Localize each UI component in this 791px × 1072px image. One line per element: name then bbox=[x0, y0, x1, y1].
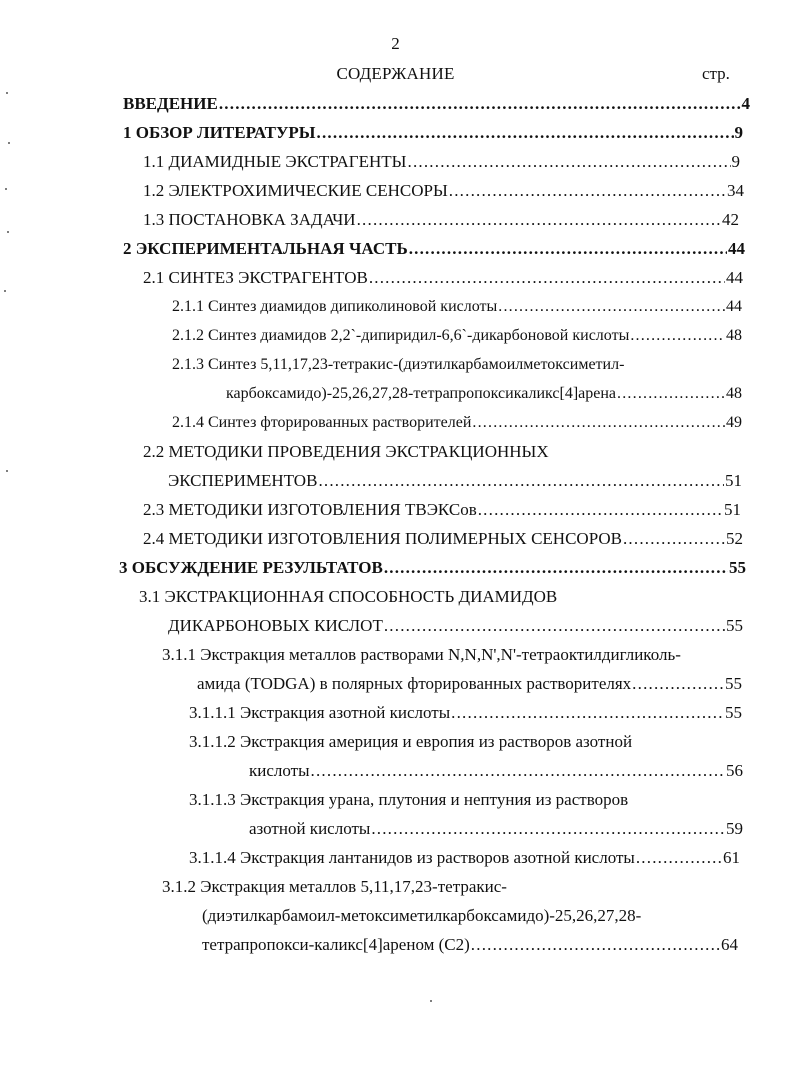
toc-entry-title: 2 ЭКСПЕРИМЕНТАЛЬНАЯ ЧАСТЬ bbox=[123, 239, 408, 258]
toc-entry-2-1-3[interactable] bbox=[226, 380, 742, 408]
page-column-label: стр. bbox=[702, 64, 730, 83]
toc-leader bbox=[617, 380, 725, 408]
toc-entry-page: 56 bbox=[726, 761, 743, 780]
toc-leader bbox=[632, 670, 724, 698]
toc-leader bbox=[371, 815, 725, 843]
toc-entry-2-1-3-title[interactable]: 2.1.3 Синтез 5,11,17,23-тетракис-(диэтилкарбамоилметоксиметил- bbox=[172, 356, 625, 373]
toc-leader bbox=[636, 844, 722, 872]
toc-entry-title-continuation: ЭКСПЕРИМЕНТОВ bbox=[168, 471, 318, 490]
toc-entry-page: 55 bbox=[726, 616, 743, 635]
toc-entry-title: 3.1.1.1 Экстракция азотной кислоты bbox=[189, 703, 451, 722]
toc-entry-title: 1.3 ПОСТАНОВКА ЗАДАЧИ bbox=[143, 210, 356, 229]
scan-speck bbox=[8, 142, 10, 144]
toc-entry-introduction[interactable] bbox=[123, 90, 750, 118]
toc-entry-title-continuation: амида (TODGA) в полярных фторированных растворителях bbox=[197, 674, 632, 693]
toc-entry-title-continuation: ДИКАРБОНОВЫХ КИСЛОТ bbox=[168, 616, 383, 635]
toc-entry-page: 55 bbox=[725, 674, 742, 693]
toc-entry-2-1-1[interactable] bbox=[172, 293, 742, 321]
toc-entry-page: 59 bbox=[726, 819, 743, 838]
toc-entry-chapter-3[interactable] bbox=[119, 554, 746, 582]
toc-entry-page: 64 bbox=[721, 935, 738, 954]
toc-entry-3-1-1-3[interactable] bbox=[249, 815, 743, 843]
toc-entry-page: 55 bbox=[725, 703, 742, 722]
page-number: 2 bbox=[391, 34, 400, 53]
toc-entry-title: 3.1.1.4 Экстракция лантанидов из растворов азотной кислоты bbox=[189, 848, 635, 867]
toc-entry-page: 49 bbox=[726, 414, 742, 431]
toc-entry-2-2-title[interactable]: 2.2 МЕТОДИКИ ПРОВЕДЕНИЯ ЭКСТРАКЦИОННЫХ bbox=[143, 442, 549, 461]
scan-speck bbox=[4, 290, 6, 292]
toc-leader bbox=[409, 235, 727, 263]
toc-entry-3-1-1-title[interactable]: 3.1.1 Экстракция металлов растворами N,N,N',N'-тетраоктилдигликоль- bbox=[162, 645, 681, 664]
toc-entry-title: 1 ОБЗОР ЛИТЕРАТУРЫ bbox=[123, 123, 316, 142]
toc-leader bbox=[311, 757, 725, 785]
toc-leader bbox=[318, 467, 724, 495]
toc-entry-3-1-1-3-title[interactable]: 3.1.1.3 Экстракция урана, плутония и нептуния из растворов bbox=[189, 790, 629, 809]
toc-entry-title: 2.4 МЕТОДИКИ ИЗГОТОВЛЕНИЯ ПОЛИМЕРНЫХ СЕНСОРОВ bbox=[143, 529, 622, 548]
toc-entry-3-1-title[interactable]: 3.1 ЭКСТРАКЦИОННАЯ СПОСОБНОСТЬ ДИАМИДОВ bbox=[139, 587, 558, 606]
toc-entry-3-1-2-title[interactable]: 3.1.2 Экстракция металлов 5,11,17,23-тетракис- bbox=[162, 877, 507, 896]
toc-entry-title: 2.1 СИНТЕЗ ЭКСТРАГЕНТОВ bbox=[143, 268, 368, 287]
scan-speck bbox=[6, 92, 8, 94]
toc-entry-page: 42 bbox=[722, 210, 739, 229]
toc-entry-2-4[interactable] bbox=[143, 525, 743, 553]
toc-entry-title: ВВЕДЕНИЕ bbox=[123, 94, 218, 113]
toc-leader bbox=[317, 119, 734, 147]
toc-leader bbox=[630, 322, 725, 350]
toc-entry-title-continuation: тетрапропокси-каликс[4]ареном (С2) bbox=[202, 935, 470, 954]
toc-entry-page: 34 bbox=[727, 181, 744, 200]
toc-entry-2-1-2[interactable] bbox=[172, 322, 742, 350]
toc-entry-title-continuation: карбоксамидо)-25,26,27,28-тетрапропоксикаликс[4]арена bbox=[226, 385, 617, 402]
toc-leader bbox=[471, 931, 720, 959]
toc-leader bbox=[384, 612, 725, 640]
toc-entry-page: 51 bbox=[725, 471, 742, 490]
toc-entry-3-1-1-1[interactable] bbox=[189, 699, 742, 727]
toc-entry-page: 44 bbox=[726, 268, 743, 287]
toc-leader bbox=[472, 409, 725, 437]
toc-entry-2-1[interactable] bbox=[143, 264, 743, 292]
scan-speck bbox=[430, 1000, 432, 1002]
toc-leader bbox=[408, 148, 731, 176]
toc-entry-title-continuation: азотной кислоты bbox=[249, 819, 371, 838]
toc-entry-title: 3 ОБСУЖДЕНИЕ РЕЗУЛЬТАТОВ bbox=[119, 558, 383, 577]
scan-speck bbox=[6, 470, 8, 472]
toc-entry-title: 2.1.4 Синтез фторированных растворителей bbox=[172, 414, 472, 431]
toc-entry-title: 2.1.2 Синтез диамидов 2,2`-дипиридил-6,6`-дикарбоновой кислоты bbox=[172, 327, 630, 344]
toc-entry-3-1-2-title-continuation[interactable]: (диэтилкарбамоил-метоксиметилкарбоксамидо)-25,26,27,28- bbox=[202, 906, 642, 925]
toc-leader bbox=[498, 293, 725, 321]
toc-entry-title: 1.2 ЭЛЕКТРОХИМИЧЕСКИЕ СЕНСОРЫ bbox=[143, 181, 448, 200]
toc-entry-page: 4 bbox=[741, 94, 750, 113]
toc-entry-page: 48 bbox=[726, 385, 742, 402]
toc-leader bbox=[384, 554, 728, 582]
toc-entry-page: 61 bbox=[723, 848, 740, 867]
toc-entry-chapter-2[interactable] bbox=[123, 235, 745, 263]
toc-entry-page: 9 bbox=[734, 123, 743, 142]
toc-entry-chapter-1[interactable] bbox=[123, 119, 743, 147]
toc-entry-2-2[interactable] bbox=[168, 467, 742, 495]
toc-heading: СОДЕРЖАНИЕ bbox=[336, 64, 455, 83]
toc-entry-page: 55 bbox=[729, 558, 746, 577]
toc-entry-page: 9 bbox=[731, 152, 740, 171]
toc-leader bbox=[478, 496, 723, 524]
toc-entry-3-1-2[interactable] bbox=[202, 931, 738, 959]
toc-entry-title: 2.3 МЕТОДИКИ ИЗГОТОВЛЕНИЯ ТВЭКСов bbox=[143, 500, 477, 519]
toc-leader bbox=[369, 264, 725, 292]
toc-entry-3-1-1[interactable] bbox=[197, 670, 742, 698]
toc-entry-2-3[interactable] bbox=[143, 496, 741, 524]
toc-entry-page: 52 bbox=[726, 529, 743, 548]
toc-leader bbox=[451, 699, 724, 727]
toc-entry-title-continuation: кислоты bbox=[249, 761, 310, 780]
toc-entry-title: 1.1 ДИАМИДНЫЕ ЭКСТРАГЕНТЫ bbox=[143, 152, 407, 171]
toc-entry-page: 44 bbox=[728, 239, 745, 258]
toc-entry-1-1[interactable] bbox=[143, 148, 740, 176]
toc-leader bbox=[357, 206, 721, 234]
toc-entry-2-1-4[interactable] bbox=[172, 409, 742, 437]
scan-speck bbox=[7, 231, 9, 233]
toc-entry-title: 2.1.1 Синтез диамидов дипиколиновой кислоты bbox=[172, 298, 498, 315]
toc-entry-page: 44 bbox=[726, 298, 742, 315]
toc-entry-1-2[interactable] bbox=[143, 177, 744, 205]
toc-entry-page: 48 bbox=[726, 327, 742, 344]
toc-leader bbox=[449, 177, 726, 205]
toc-entry-page: 51 bbox=[724, 500, 741, 519]
toc-entry-3-1-1-4[interactable] bbox=[189, 844, 740, 872]
toc-leader bbox=[623, 525, 725, 553]
toc-leader bbox=[219, 90, 741, 118]
toc-entry-3-1-1-2-title[interactable]: 3.1.1.2 Экстракция америция и европия из растворов азотной bbox=[189, 732, 633, 751]
toc-entry-3-1[interactable] bbox=[168, 612, 743, 640]
toc-entry-3-1-1-2[interactable] bbox=[249, 757, 743, 785]
scan-speck bbox=[5, 188, 7, 190]
toc-entry-1-3[interactable] bbox=[143, 206, 739, 234]
